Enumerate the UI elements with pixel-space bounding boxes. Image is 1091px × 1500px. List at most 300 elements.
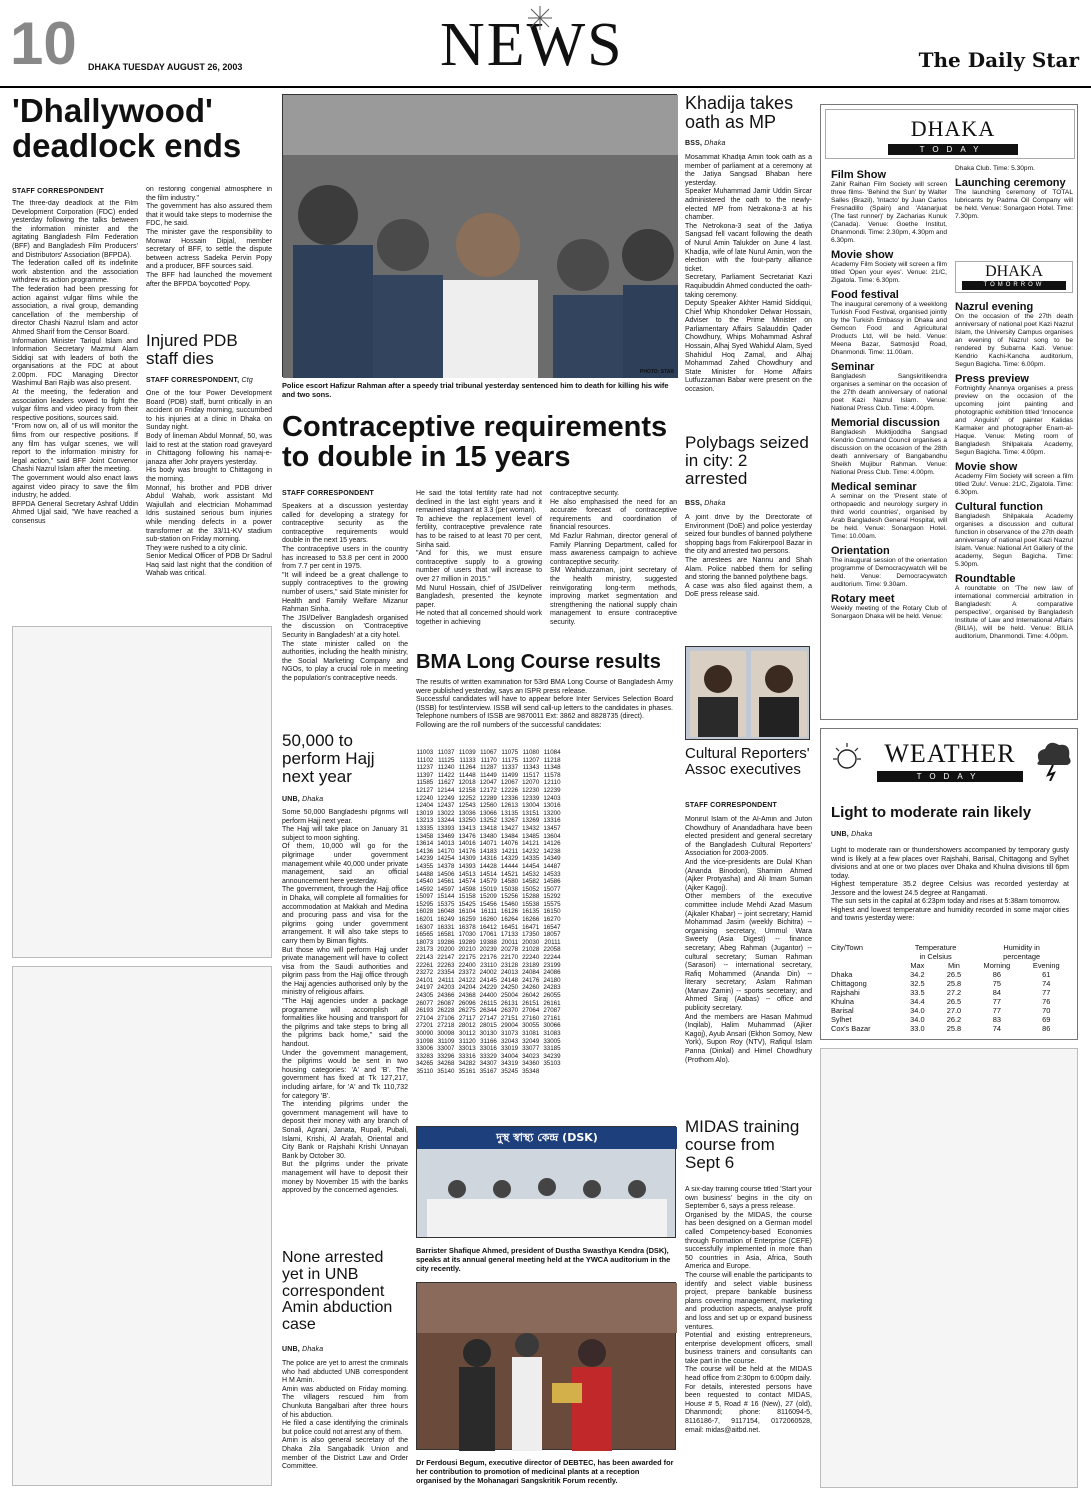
roll-number: 13252 xyxy=(479,817,497,825)
pdb-byline: STAFF CORRESPONDENT, Ctg xyxy=(146,377,253,384)
cultural-headline: Cultural Reporters' Assoc executives xyxy=(685,745,810,778)
roll-number: 14521 xyxy=(500,870,519,878)
roll-number: 20011 xyxy=(501,938,519,946)
roll-number: 22175 xyxy=(458,954,476,962)
roll-number: 27160 xyxy=(522,1014,540,1022)
roll-number: 12403 xyxy=(543,794,561,802)
storm-cloud-icon xyxy=(1031,737,1075,781)
roll-number: 26193 xyxy=(416,1007,434,1015)
roll-number: 31120 xyxy=(458,1037,476,1045)
cultural-byline: STAFF CORRESPONDENT xyxy=(685,802,777,809)
roll-number: 24084 xyxy=(522,969,540,977)
roll-row xyxy=(414,893,563,901)
roll-number: 11080 xyxy=(522,749,540,756)
roll-number: 35167 xyxy=(479,1067,497,1075)
dhaka-today-box xyxy=(820,104,1078,720)
polybags-headline: Polybags seized in city: 2 arrested xyxy=(685,433,809,488)
roll-number: 16412 xyxy=(479,923,497,931)
roll-number: 27064 xyxy=(522,1007,540,1015)
roll-number: 13418 xyxy=(479,824,497,832)
dsk-photo xyxy=(416,1126,676,1238)
roll-number: 24086 xyxy=(543,969,561,977)
roll-number: 14444 xyxy=(500,862,519,870)
event-details: Dhaka Club. Time: 5.30pm. xyxy=(955,165,1035,172)
khadija-byline: BSS, Dhaka xyxy=(685,140,726,147)
hajj-body: Some 50,000 Bangladeshi pilgrims will perform Hajj next year. The Hajj will take place on January 31 subject to moon sighting. Of them, 10,000 will go for the pilgrimage under government management while 40,000 under private management, said an official announcement here yesterday. The government, through the Hajj office in Dhaka, will complete all formalities for accommodation at Makkah and Medina and procuring pass and visa for the pilgrims going under government arrangement. It will also take steps to carry them by Biman flights. But those who will perform Hajj under private management will have to collect visa from the Saudi authorities and pilgrim pass from the Hajj office through the Hajj agencies authorised only by the ministry of religious affairs. "The Hajj agencies under a package programme will accomplish all formalities like housing and transport for the pilgrims and take steps to bring all the pilgrims back home," said the handout. Under the government management, the pilgrims would be sent in two housing categories: 'A' and 'B'. The government has fixed at Tk 127,217, including airfare, for 'A' and Tk 110,732 for category 'B'. The intending pilgrims under the government management will have to deposit their money with any branch of Sonali, Agrani, Janata, Rupali, Pubali, Islami, Krishi, Al Arafah, Oriental and City Bank or Rajshahi Krishi Unnayan Bank by October 30. But the pilgrims under the private management will have to deposit their money by November 15 with the banks approved by the concerned agencies. xyxy=(282,809,408,1195)
roll-number: 24260 xyxy=(522,984,540,992)
roll-number: 12144 xyxy=(437,786,455,794)
roll-row xyxy=(414,817,563,825)
roll-row xyxy=(414,962,563,970)
roll-number: 12226 xyxy=(500,786,519,794)
roll-row xyxy=(414,992,563,1000)
roll-number: 16201 xyxy=(416,916,434,924)
roll-number: 33019 xyxy=(500,1045,519,1053)
roll-number: 24176 xyxy=(522,976,540,984)
roll-number: 14574 xyxy=(458,878,476,886)
roll-number: 14540 xyxy=(416,878,434,886)
roll-number: 14126 xyxy=(543,840,561,848)
dhaka-today-logo: DHAKA xyxy=(910,116,996,141)
roll-number: 12543 xyxy=(458,802,476,810)
roll-number: 11627 xyxy=(437,779,455,787)
roll-row xyxy=(414,939,563,947)
roll-number: 22147 xyxy=(437,954,455,962)
roll-number: 14183 xyxy=(479,847,497,855)
roll-number: 23189 xyxy=(522,961,540,969)
roll-number: 14428 xyxy=(479,862,497,870)
weather-row xyxy=(829,1015,1071,1024)
roll-number: 33013 xyxy=(458,1045,476,1053)
roll-number: 33329 xyxy=(479,1052,497,1060)
contraceptive-byline: STAFF CORRESPONDENT xyxy=(282,490,374,497)
roll-row xyxy=(414,848,563,856)
roll-number: 12613 xyxy=(500,802,519,810)
roll-number: 16471 xyxy=(522,923,540,931)
roll-number: 16028 xyxy=(416,908,434,916)
roll-number: 13458 xyxy=(416,832,434,840)
roll-number: 12047 xyxy=(479,779,497,787)
roll-number: 24197 xyxy=(416,984,434,992)
event-details: Bangladesh Muktijoddha Sangsad Kendrio Command Council organises a discussion on the occasion of the 28th death anniversary of Bangabandhu Sheikh Mujibur Rahman. Venue: National Press Club. Time: 4.00pm. xyxy=(831,429,947,476)
hajj-headline: 50,000 to perform Hajj next year xyxy=(282,731,375,786)
roll-number: 11075 xyxy=(501,749,519,756)
roll-number: 30130 xyxy=(479,1029,497,1037)
roll-number: 15292 xyxy=(543,893,561,901)
roll-row xyxy=(414,749,563,757)
roll-number: 16150 xyxy=(543,908,561,916)
roll-number: 14016 xyxy=(458,840,476,848)
roll-number: 26055 xyxy=(543,992,561,999)
roll-number: 34004 xyxy=(500,1052,519,1060)
roll-number: 27218 xyxy=(437,1022,455,1030)
roll-number: 13036 xyxy=(458,809,476,817)
roll-number: 20030 xyxy=(522,938,540,946)
roll-number: 20210 xyxy=(458,946,476,954)
roll-number: 24400 xyxy=(479,992,497,999)
roll-number: 11585 xyxy=(416,779,434,787)
amin-byline: UNB, Dhaka xyxy=(282,1346,324,1353)
roll-number: 35103 xyxy=(543,1060,561,1068)
roll-number: 34239 xyxy=(543,1052,561,1060)
roll-number: 11422 xyxy=(437,771,455,779)
roll-number: 15209 xyxy=(479,893,497,901)
weather-cell: 76 xyxy=(1042,997,1051,1006)
dhaka-tomorrow-column xyxy=(955,297,1073,641)
roll-number: 27161 xyxy=(543,1014,561,1022)
weather-cell: 26.5 xyxy=(946,997,962,1006)
dhaka-today-band: TODAY xyxy=(888,144,1018,155)
roll-number: 11397 xyxy=(416,771,434,779)
weather-cell: Sylhet xyxy=(831,1015,852,1024)
roll-number: 19289 xyxy=(458,938,476,946)
weather-cell: 86 xyxy=(1042,1024,1051,1033)
roll-row xyxy=(414,1015,563,1023)
roll-number: 22143 xyxy=(416,954,434,962)
roll-row xyxy=(414,833,563,841)
event-title: Seminar xyxy=(831,361,875,373)
roll-number: 22244 xyxy=(543,954,561,962)
roll-number: 12336 xyxy=(500,794,519,802)
weather-row xyxy=(829,1006,1071,1015)
weather-cell: 61 xyxy=(1042,970,1051,979)
roll-number: 24111 xyxy=(438,976,455,984)
roll-number: 31073 xyxy=(500,1029,519,1037)
roll-number: 20239 xyxy=(479,946,497,954)
roll-number: 23272 xyxy=(416,969,434,977)
roll-number: 15038 xyxy=(500,885,519,893)
roll-number: 16451 xyxy=(500,923,519,931)
event-details: Zahir Raihan Film Society will screen three films- 'Behind the Sun' by Walter Salles (Brazil), 'Intacto' by Juan Carlos Fresnadillo (Spain) and 'Atanarjuat (The fast runner)' by Zacharias Kunuk (Canada). Venue: Goethe Institut, Dhanmondi. Time: 2.30pm, 4.30pm and 6.30pm. xyxy=(831,181,947,244)
roll-number: 28012 xyxy=(458,1022,476,1030)
roll-number: 15158 xyxy=(458,893,476,901)
roll-number: 24180 xyxy=(543,976,561,984)
roll-number: 13413 xyxy=(458,824,476,832)
roll-number: 24250 xyxy=(500,984,519,992)
event-title: Orientation xyxy=(831,545,890,557)
roll-number: 16565 xyxy=(416,931,434,939)
roll-number: 35348 xyxy=(522,1067,540,1075)
roll-number: 15144 xyxy=(437,893,455,901)
roll-number: 11517 xyxy=(522,771,540,779)
weather-cell: 25.8 xyxy=(946,979,962,988)
roll-number: 23173 xyxy=(416,946,434,954)
roll-number: 26042 xyxy=(522,992,540,999)
contraceptive-body-col2: He said the total fertility rate had not declined in the last eight years and it remained stagnant at 3.3 (per woman). To achieve the replacement level of fertility, contraceptive prevalence rate has to be raised to at least 70 per cent, Sinha said. "And for this, we must ensure contraceptive supply to a growing number of users that will increase to over 27 million in 2015." Md Nurul Hossain, chief of JSI/Deliver Bangladesh, presented the keynote paper. He noted that all concerned should work together in achieving xyxy=(416,490,542,626)
amin-headline: None arrested yet in UNB correspondent Amin abduction case xyxy=(282,1249,393,1334)
roll-number: 26087 xyxy=(437,999,455,1007)
weather-row xyxy=(829,997,1071,1006)
roll-number: 16111 xyxy=(480,908,497,916)
cultural-reporters-photo xyxy=(685,646,810,740)
roll-number: 27106 xyxy=(437,1014,455,1022)
cultural-body: Monirul Islam of the Al-Amin and Juton Chowdhury of Anandadhara have been elected president and general secretary of the Bangladesh Cultural Reporters' Association for 2003-2005. And the vice-presidents are Dulal Khan (Ananda Binodon), Shamim Ahmed (Ajker Protyasha) and Ali Imam Suman (Ajker Kagoj). Other members of the executive committee include Mehdi Azad Masum (Ajkaler Khabar) -- joint secretary; Hamid Mohammad Jasim (weekly Bichitra) -- organising secretary, Ummul Wara Sweety (Asia Digest) -- finance secretary; Abeg Rahman (Jugantor) -- cultural secretary; Suman Rahman (Sarasori) -- international secretary, Rafiq Mohammed (Ananda Din) -- literary secretary; Aslam Rahman (Manav Zamin) -- sports secretary; and Ahmed Siraj (Aabas) -- office and publicity secretary. And the members are Hasan Mahmud (Inqilab), Halim Muhammad (Ajker Kagoj), Ayub Ansari (Ekhon Somoy, New York), Supon Roy (NTV), Rafiqul Islam Panna (Dinkal) and Himel Chowdhury (Prothom Alo). xyxy=(685,816,812,1064)
roll-number: 11499 xyxy=(501,771,519,779)
newspaper-brand: The Daily Star xyxy=(918,48,1079,72)
roll-number: 16307 xyxy=(416,923,434,931)
roll-number: 13135 xyxy=(500,809,519,817)
roll-row xyxy=(414,977,563,985)
roll-number: 15256 xyxy=(500,893,519,901)
weather-cell: 33.0 xyxy=(910,1024,925,1033)
roll-number: 30112 xyxy=(458,1029,476,1037)
roll-number: 13151 xyxy=(522,809,540,817)
roll-number: 35110 xyxy=(416,1067,434,1075)
event-title: Press preview xyxy=(955,373,1029,385)
roll-row xyxy=(414,886,563,894)
weather-cell: 77 xyxy=(992,997,1002,1006)
roll-number: 13485 xyxy=(522,832,540,840)
roll-number: 14170 xyxy=(437,847,455,855)
roll-number: 13200 xyxy=(543,809,561,817)
event-details: Academy Film Society will screen a film titled 'Open your eyes'. Venue: 21/C, Zigatola. Time: 6.30pm. xyxy=(831,261,947,284)
roll-number: 26131 xyxy=(500,999,519,1007)
roll-row xyxy=(414,1060,563,1068)
roll-number: 13604 xyxy=(543,832,561,840)
roll-number: 14071 xyxy=(479,840,497,848)
roll-number: 15375 xyxy=(437,900,455,908)
weather-table xyxy=(829,943,1071,1033)
event-title: Film Show xyxy=(831,169,886,181)
roll-number: 18073 xyxy=(416,938,434,946)
roll-row xyxy=(414,954,563,962)
roll-number: 27147 xyxy=(479,1014,497,1022)
roll-number: 15097 xyxy=(416,893,434,901)
roll-number: 11170 xyxy=(480,756,497,764)
pdb-body: One of the four Power Development Board (PDB) staff, burnt critically in an accident on Friday morning, succumbed to his injuries at a clinic in Dhaka on Sunday night. Body of lineman Abdul Monnaf, 50, was laid to rest at the station road graveyard in Chittagong following his namaj-e-janaza after Johr prayers yesterday. His body was brought to Chittagong in the morning. Monnaf, his brother and PDB driver Abdul Wahab, work assistant Md Wajiullah and electrician Mohammad Idris sustained serious burn injuries while mending defects in a power transformer at the 33/11-KV stadium sub-station on Friday morning. They were rushed to a city clinic. Senior Medical Officer of PDB Dr Sadrul Haq said last night that the condition of Wahab was critical. xyxy=(146,390,272,578)
roll-number: 14211 xyxy=(501,847,519,855)
weather-row xyxy=(829,1024,1071,1033)
weather-cell: 77 xyxy=(992,1006,1002,1015)
roll-number: 13316 xyxy=(543,817,561,825)
roll-row xyxy=(414,946,563,954)
roll-row xyxy=(414,1030,563,1038)
weather-cell: Khulna xyxy=(831,997,855,1006)
roll-number: 24204 xyxy=(458,984,476,992)
dhallywood-headline: 'Dhallywood' deadlock ends xyxy=(12,92,242,164)
police-escort-photo xyxy=(283,95,678,378)
roll-number: 31083 xyxy=(543,1029,561,1037)
roll-row xyxy=(414,1022,563,1030)
bma-intro: The results of written examination for 53rd BMA Long Course of Bangladesh Army were published yesterday, says an ISPR press release. Successful candidates will have to appear before Inter Services Selection Board (ISSB) for test/interview. ISSB will send call-up letters to the candidates in phases. Telephone numbers of ISSB are 9870011 Ext: 3862 and 8828735 (direct). Following are the roll numbers of the successful candidates: xyxy=(416,679,673,729)
weather-cell: 86 xyxy=(992,970,1002,979)
weather-cell: 77 xyxy=(1042,988,1051,997)
roll-number: 12127 xyxy=(416,786,434,794)
dhaka-tomorrow-band: TOMORROW xyxy=(962,281,1066,290)
polybags-byline: BSS, Dhaka xyxy=(685,500,726,507)
roll-number: 12560 xyxy=(479,802,497,810)
event-details: Weekly meeting of the Rotary Club of Sonargaon Dhaka will be held. Venue: xyxy=(831,605,947,620)
roll-number: 11448 xyxy=(458,771,476,779)
roll-number: 12018 xyxy=(458,779,476,787)
khadija-body: Mosammat Khadija Amin took oath as a member of parliament at a ceremony at the Jatiya Sangsad Bhaban here yesterday. Speaker Muhammad Jamir Uddin Sircar administered the oath to the newly-elected MP from Netrakona-3 at his chamber. The Netrokona-3 seat of the Jatiya Sangsad fell vacant following the death of Nurul Amin Talukder on June 4 last. Khadija, wife of late Nurul Amin, won the election with the four-party alliance ticket. Secretary, Parliament Secretariat Kazi Raquibuddin Ahmed conducted the oath-taking ceremony. Deputy Speaker Akhter Hamid Siddiqui, Chief Whip Khondoker Delwar Hossain, Adviser to the Prime Minister on Parliamentary Affairs Salauddin Qader Chowdhury, Whips Mohammad Ashraf Hossain, Alhaj Syed Wahidul Alam, Syed Shahidul Hoq Zamal, and Alhaj Mohammad Zahed Chowdhury and State Minister for Home Affairs Lutfuzzaman Babar were present on the occasion. xyxy=(685,154,812,394)
dhaka-tomorrow-header xyxy=(955,261,1073,293)
event-details: The inaugural ceremony of a weeklong Turkish Food Festival, organised jointly by the Turkish Embassy in Dhaka and Gemcon Food and Agricultural Products Ltd, will be held. Venue: Meena Bazar, Satmosjid Road, Dhanmondi. Time: 11.00am. xyxy=(831,301,947,356)
roll-number: 12252 xyxy=(458,794,476,802)
roll-number: 11003 xyxy=(416,749,434,756)
roll-number: 32049 xyxy=(522,1037,540,1045)
two-portraits-illustration xyxy=(686,647,811,741)
roll-number: 26228 xyxy=(437,1007,455,1015)
roll-row xyxy=(414,855,563,863)
roll-number: 33006 xyxy=(416,1045,434,1053)
roll-number: 11578 xyxy=(543,771,561,779)
midas-headline: MIDAS training course from Sept 6 xyxy=(685,1117,800,1172)
roll-number: 31109 xyxy=(437,1037,455,1045)
weather-row xyxy=(829,979,1071,988)
event-title: Launching ceremony xyxy=(955,177,1066,189)
event-title: Movie show xyxy=(955,461,1018,473)
roll-row xyxy=(414,1007,563,1015)
contraceptive-body-col3: contraceptive security. He also emphasised the need for an accurate forecast of contraceptive requirements and coordination of financial resources. Md Fazlur Rahman, director general of Family Planning Department, called for mass awareness campaign to achieve contraceptive security. SM Wahiduzzaman, joint secretary of the health ministry, suggested reinvigorating long-term methods, improving market segmentation and strengthening the national supply chain management to ensure contraceptive security. xyxy=(550,490,677,626)
sun-icon xyxy=(827,741,867,771)
roll-row xyxy=(414,931,563,939)
ad-placeholder-1 xyxy=(12,626,272,958)
weather-cell: Rajshahi xyxy=(831,988,860,997)
roll-number: 16331 xyxy=(437,923,455,931)
roll-number: 14488 xyxy=(416,870,434,878)
roll-row xyxy=(414,1053,563,1061)
roll-number: 26096 xyxy=(458,999,476,1007)
masthead xyxy=(0,0,1091,88)
event-title: Food festival xyxy=(831,289,899,301)
roll-number: 14592 xyxy=(416,885,434,893)
event-title: Movie show xyxy=(831,249,894,261)
weather-cell: 84 xyxy=(992,988,1002,997)
dateline: DHAKA TUESDAY AUGUST 26, 2003 xyxy=(88,62,243,72)
roll-number: 33016 xyxy=(479,1045,497,1053)
roll-number: 17350 xyxy=(522,931,540,939)
event-title: Memorial discussion xyxy=(831,417,940,429)
roll-number: 13267 xyxy=(500,817,519,825)
khadija-headline: Khadija takes oath as MP xyxy=(685,93,794,132)
roll-number: 18057 xyxy=(543,931,561,939)
roll-number: 16135 xyxy=(522,908,540,916)
roll-number: 24305 xyxy=(416,992,434,999)
roll-number: 12110 xyxy=(543,779,561,787)
roll-number: 14309 xyxy=(458,855,476,863)
roll-number: 31166 xyxy=(480,1037,497,1045)
roll-number: 15456 xyxy=(479,900,497,908)
roll-number: 14597 xyxy=(437,885,455,893)
weather-cell: 69 xyxy=(1042,1015,1051,1024)
roll-number: 26370 xyxy=(500,1007,519,1015)
contraceptive-headline: Contraceptive requirements to double in 15 years xyxy=(282,411,668,474)
event-details: The launching ceremony of TOTAL lubricants by Padma Oil Company will be held. Venue: Sonargaon Hotel. Time: 7.30pm. xyxy=(955,189,1073,220)
roll-number: 12239 xyxy=(543,786,561,794)
roll-number: 35161 xyxy=(458,1067,476,1075)
roll-row xyxy=(414,1038,563,1046)
polybags-body: A joint drive by the Directorate of Environment (DoE) and police yesterday seized four bundles of banned polythene shopping bags from Fakirerpool Bazar in the city and arrested two persons. The arrestees are Nannu and Shah Alam. Police nabbed them for selling and storing the banned polythene bags. A case was also filed against them, a DoE press release said. xyxy=(685,514,812,599)
roll-row xyxy=(414,1068,563,1076)
weather-row xyxy=(829,988,1071,997)
midas-body: A six-day training course titled 'Start your own business' begins in the city on September 6, says a press release. Organised by the MIDAS, the course has been designed on a German model called Competency-based Economies through Formation of Enterprise (CEFE) successfully implemented in more than 50 countries in Asia, Africa, South America and Europe. The course will enable the participants to identify and select viable business project, prepare bankable business plans covering management, marketing and production aspects, analyse profit and loss and set up or expand business ventures. Potential and existing entrepreneurs, enterprise development officers, small business trainers and consultants can take part in the course. The course will be held at the MIDAS head office from 2:30pm to 6:00pm daily. For details, interested persons have been requested to contact MIDAS, House # 5, Road # 16 (New), 27 (old), Dhanmondi; phone: 8116094-5, 8116186-7, 9117154, 0172060528, email: midas@aitbd.net. xyxy=(685,1186,812,1434)
roll-number: 23199 xyxy=(543,961,561,969)
roll-number: 13335 xyxy=(416,824,434,832)
dhallywood-body-col2: on restoring congenial atmosphere in the film industry." The government has also assured them that it would take steps to modernise the FDC, he said. The minister gave the responsibility to Monwar Hossain Dipjal, member secretary of BFF, to settle the dispute between actress Sadeka Pervin Popy and a producer, BFF sources said. The BFF had launched the movement after the BFPDA 'boycotted' Popy. xyxy=(146,186,272,288)
roll-number: 30090 xyxy=(416,1029,434,1037)
roll-number: 13393 xyxy=(437,824,455,832)
roll-number: 33077 xyxy=(522,1045,540,1053)
page-number: 10 xyxy=(10,10,77,77)
roll-number: 27087 xyxy=(543,1007,561,1015)
event-details: Fortnightly Anannya organises a press preview on the occasion of the upcoming joint painting and photographic exhibition titled 'Innocence and Anguish' of painter Kalidas Karmaker and photographer Enam-al-Haque. Venue: Meting room of Bangladesh Shilpakala Academy, Segun Bagicha. Time: 4.00pm. xyxy=(955,385,1073,456)
roll-number: 11449 xyxy=(480,771,497,779)
weather-table-header: City/Town Temperature Humidity in xyxy=(831,943,1040,952)
weather-cell: 34.0 xyxy=(910,1006,925,1015)
contraceptive-body-col1: Speakers at a discussion yesterday called for developing a strategy for contraceptive security as the contraceptive requirements would double in the next 15 years. The contraceptive users in the country has increased to 53.8 per cent in 2000 from 7.7 per cent in 1975. "It will indeed be a great challenge to supply contraceptives to the growing number of users," said State minister for Health and Family Welfare Mizanur Rahman Sinha. The JSI/Deliver Bangladesh organised the discussion on 'Contraceptive Security in Bangladesh' at a city hotel. The state minister called on the authorities, including the health ministry, the Social Marketing Company and NGOs, to play a crucial role in meeting the population's contraceptive needs. xyxy=(282,503,408,682)
roll-number: 15460 xyxy=(500,900,519,908)
roll-number: 22058 xyxy=(543,946,561,954)
roll-number: 11207 xyxy=(522,756,540,764)
roll-number: 14329 xyxy=(500,855,519,863)
main-news-photo xyxy=(282,94,677,377)
event-details: Bangladesh Sangskritikendra organises a seminar on the occasion of the 27th death anniversary of national poet Kazi Nazrul Islam. Venue: National Press Club. Time: 4.00pm. xyxy=(831,373,947,412)
roll-number: 35140 xyxy=(437,1067,455,1075)
roll-number: 14378 xyxy=(437,862,455,870)
roll-number: 13019 xyxy=(416,809,434,817)
roll-number: 32043 xyxy=(500,1037,519,1045)
event-details: Academy Film Society will screen a film titled 'Zulu'. Venue: 21/C, Zigatola. Time: 6.30pm. xyxy=(955,473,1073,496)
roll-number: 14176 xyxy=(458,847,476,855)
roll-number: 14513 xyxy=(458,870,476,878)
roll-number: 14316 xyxy=(479,855,497,863)
roll-number: 30066 xyxy=(543,1022,561,1030)
dhaka-tomorrow-logo: DHAKA xyxy=(985,263,1043,280)
roll-number: 34319 xyxy=(500,1060,519,1068)
roll-number: 24229 xyxy=(479,984,497,992)
roll-number: 23128 xyxy=(500,961,519,969)
roll-number: 11133 xyxy=(459,756,476,764)
roll-number: 23110 xyxy=(480,961,497,969)
weather-cell: 75 xyxy=(992,979,1002,988)
roll-row xyxy=(414,984,563,992)
roll-number: 11343 xyxy=(522,764,540,772)
weather-cell: 26.5 xyxy=(946,970,962,979)
roll-number: 12437 xyxy=(437,802,455,810)
roll-number: 35245 xyxy=(500,1067,519,1075)
photo-credit: PHOTO: STAR xyxy=(640,369,674,375)
roll-number: 24145 xyxy=(479,976,497,984)
weather-cell: 74 xyxy=(992,1024,1002,1033)
roll-number: 11287 xyxy=(480,764,497,772)
roll-number: 14533 xyxy=(543,870,561,878)
roll-number: 12339 xyxy=(522,794,540,802)
event-details: Bangladesh Shilpakala Academy organises a discussion and cultural function in observance of the 27th death anniversary of national poet Kazi Nazrul Islam. Venue: National Art Gallery of the academy, Segun Bagicha. Time: 5.30pm. xyxy=(955,513,1073,568)
roll-number: 24013 xyxy=(500,969,519,977)
roll-number: 33296 xyxy=(437,1052,455,1060)
roll-number: 24366 xyxy=(437,992,455,999)
roll-number: 14013 xyxy=(437,840,455,848)
weather-cell: Chittagong xyxy=(831,979,867,988)
roll-number: 24002 xyxy=(479,969,497,977)
roll-number: 30098 xyxy=(437,1029,455,1037)
roll-number: 26344 xyxy=(479,1007,497,1015)
roll-number: 33007 xyxy=(437,1045,455,1053)
roll-number: 22170 xyxy=(500,954,519,962)
roll-number: 11175 xyxy=(501,756,519,764)
roll-number: 21028 xyxy=(522,946,540,954)
roll-number: 14239 xyxy=(416,855,434,863)
roll-number: 11348 xyxy=(543,764,561,772)
roll-number: 26161 xyxy=(543,999,561,1007)
dhaka-today-right-column xyxy=(955,165,1073,221)
roll-number: 20278 xyxy=(500,946,519,954)
roll-number: 20200 xyxy=(437,946,455,954)
roll-number: 12158 xyxy=(458,786,476,794)
roll-row xyxy=(414,1045,563,1053)
roll-number: 24101 xyxy=(416,976,434,984)
